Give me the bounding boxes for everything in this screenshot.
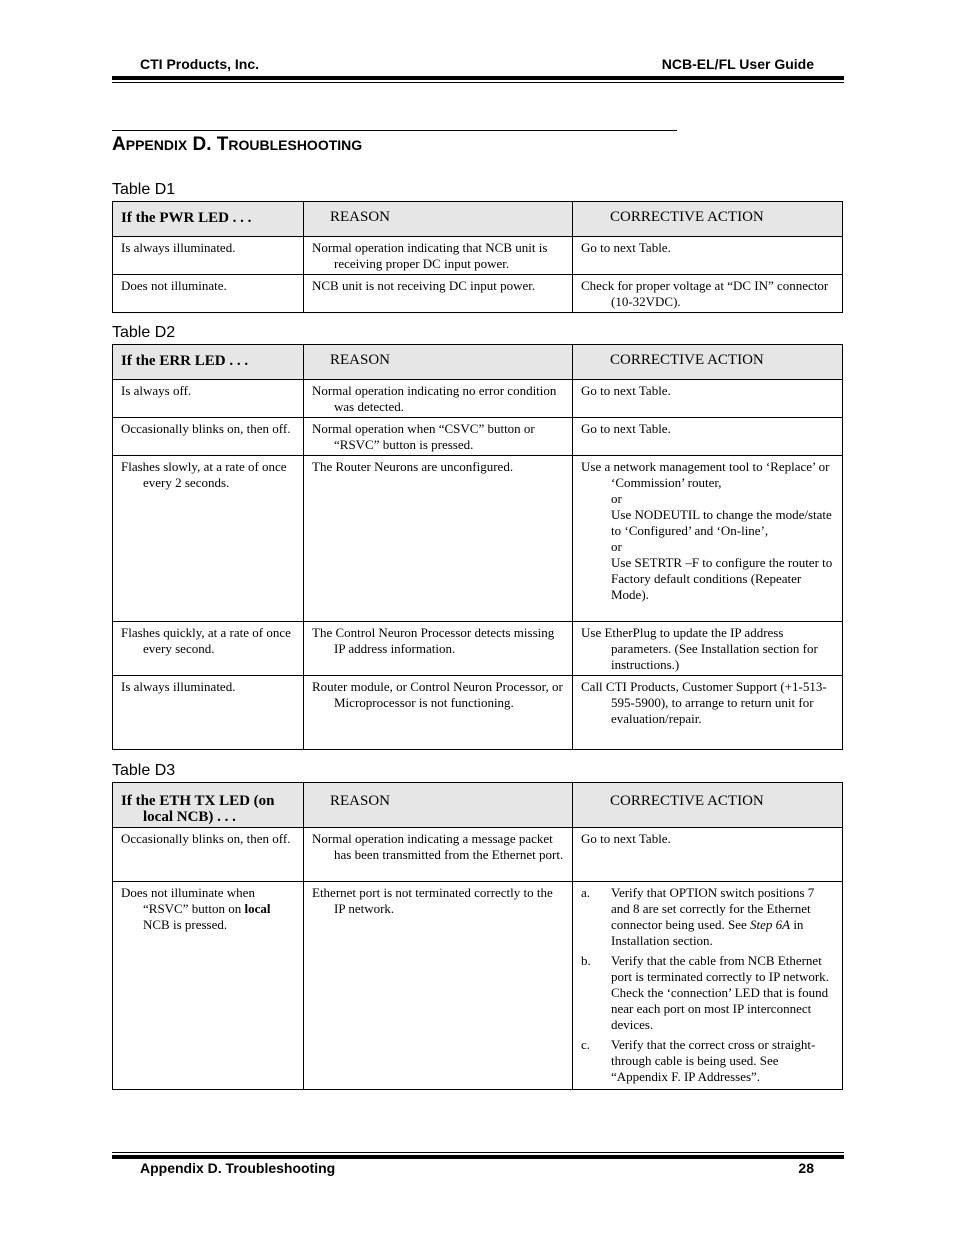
table-cell: Flashes slowly, at a rate of once every 2 seconds.: [113, 456, 304, 622]
table-d1-label: Table D1: [112, 181, 176, 198]
header-cell: If the ERR LED . . .: [113, 345, 304, 380]
header-company: CTI Products, Inc.: [140, 56, 260, 72]
table-cell: Normal operation indicating no error condition was detected.: [304, 380, 573, 418]
table-cell: NCB unit is not receiving DC input power.: [304, 275, 573, 313]
action-list: [581, 885, 834, 1085]
table-header-row: [113, 345, 843, 380]
header-cell: If the PWR LED . . .: [113, 202, 304, 237]
action-text: or: [611, 491, 622, 506]
table-cell: Call CTI Products, Customer Support (+1-513-595-5900), to arrange to return unit for evaluation/repair.: [573, 676, 843, 750]
table-cell: [573, 456, 843, 622]
table-row: [113, 456, 843, 622]
table-cell: Normal operation indicating a message packet has been transmitted from the Ethernet port.: [304, 828, 573, 882]
header-cell: REASON: [304, 783, 573, 828]
list-item: b. Verify that the cable from NCB Ethernet port is terminated correctly to IP network. Check the ‘connection’ LED that is found near each port on most IP interconnect devices.: [581, 953, 829, 1032]
header-cell: CORRECTIVE ACTION: [573, 345, 843, 380]
header-rule-thin: [112, 82, 844, 83]
table-row: [113, 882, 843, 1090]
header-doc-title: NCB-EL/FL User Guide: [661, 56, 814, 72]
list-item: c. Verify that the correct cross or straight-through cable is being used. See “Appendix F. IP Addresses”.: [581, 1037, 816, 1084]
header-cell: REASON: [304, 202, 573, 237]
table-cell: Go to next Table.: [573, 418, 843, 456]
table-header-row: [113, 202, 843, 237]
table-cell: Normal operation indicating that NCB unit is receiving proper DC input power.: [304, 237, 573, 275]
table-d3: [112, 782, 843, 1090]
header-cell: REASON: [304, 345, 573, 380]
footer-rule-thin: [112, 1152, 844, 1153]
page-title: APPENDIX D. TROUBLESHOOTING: [112, 134, 363, 155]
action-text: Use a network management tool to ‘Replace’ or ‘Commission’ router,: [581, 459, 830, 490]
table-d2: [112, 344, 843, 750]
header-rule: [112, 76, 844, 80]
footer-section: Appendix D. Troubleshooting: [140, 1160, 336, 1176]
table-cell: The Router Neurons are unconfigured.: [304, 456, 573, 622]
action-text: or: [611, 539, 622, 554]
table-cell: Occasionally blinks on, then off.: [113, 418, 304, 456]
title-rule: [112, 130, 677, 131]
table-cell: Go to next Table.: [573, 237, 843, 275]
table-row: [113, 676, 843, 750]
table-d3-label: Table D3: [112, 762, 176, 779]
table-cell: Go to next Table.: [573, 380, 843, 418]
table-cell: The Control Neuron Processor detects missing IP address information.: [304, 622, 573, 676]
table-cell: Is always off.: [113, 380, 304, 418]
action-text: Use SETRTR –F to configure the router to Factory default conditions (Repeater Mode).: [611, 555, 833, 602]
header-cell: If the ETH TX LED (on local NCB) . . .: [113, 783, 304, 828]
table-row: [113, 828, 843, 882]
table-d2-label: Table D2: [112, 324, 176, 341]
table-row: [113, 237, 843, 275]
table-cell: Is always illuminated.: [113, 237, 304, 275]
table-row: [113, 622, 843, 676]
table-d1: [112, 201, 843, 313]
table-cell: Go to next Table.: [573, 828, 843, 882]
table-cell: Check for proper voltage at “DC IN” connector (10-32VDC).: [573, 275, 843, 313]
page-number: 28: [798, 1160, 814, 1176]
table-cell: Ethernet port is not terminated correctly to the IP network.: [304, 882, 573, 1090]
table-header-row: [113, 783, 843, 828]
list-item: a. Verify that OPTION switch positions 7 and 8 are set correctly for the Ethernet connector being used. See Step 6A in Installation section.: [581, 885, 815, 948]
table-row: [113, 418, 843, 456]
table-cell: [573, 882, 843, 1090]
table-cell: Router module, or Control Neuron Processor, or Microprocessor is not functioning.: [304, 676, 573, 750]
table-cell: Use EtherPlug to update the IP address parameters. (See Installation section for instructions.): [573, 622, 843, 676]
footer-rule: [112, 1155, 844, 1159]
header-cell: CORRECTIVE ACTION: [573, 202, 843, 237]
table-cell: Does not illuminate when “RSVC” button on local NCB is pressed.: [113, 882, 304, 1090]
table-cell: Normal operation when “CSVC” button or “RSVC” button is pressed.: [304, 418, 573, 456]
action-text: Use NODEUTIL to change the mode/state to ‘Configured’ and ‘On-line’,: [611, 507, 832, 538]
table-cell: Does not illuminate.: [113, 275, 304, 313]
table-row: [113, 380, 843, 418]
table-row: [113, 275, 843, 313]
table-cell: Flashes quickly, at a rate of once every second.: [113, 622, 304, 676]
table-cell: Occasionally blinks on, then off.: [113, 828, 304, 882]
table-cell: Is always illuminated.: [113, 676, 304, 750]
header-cell: CORRECTIVE ACTION: [573, 783, 843, 828]
